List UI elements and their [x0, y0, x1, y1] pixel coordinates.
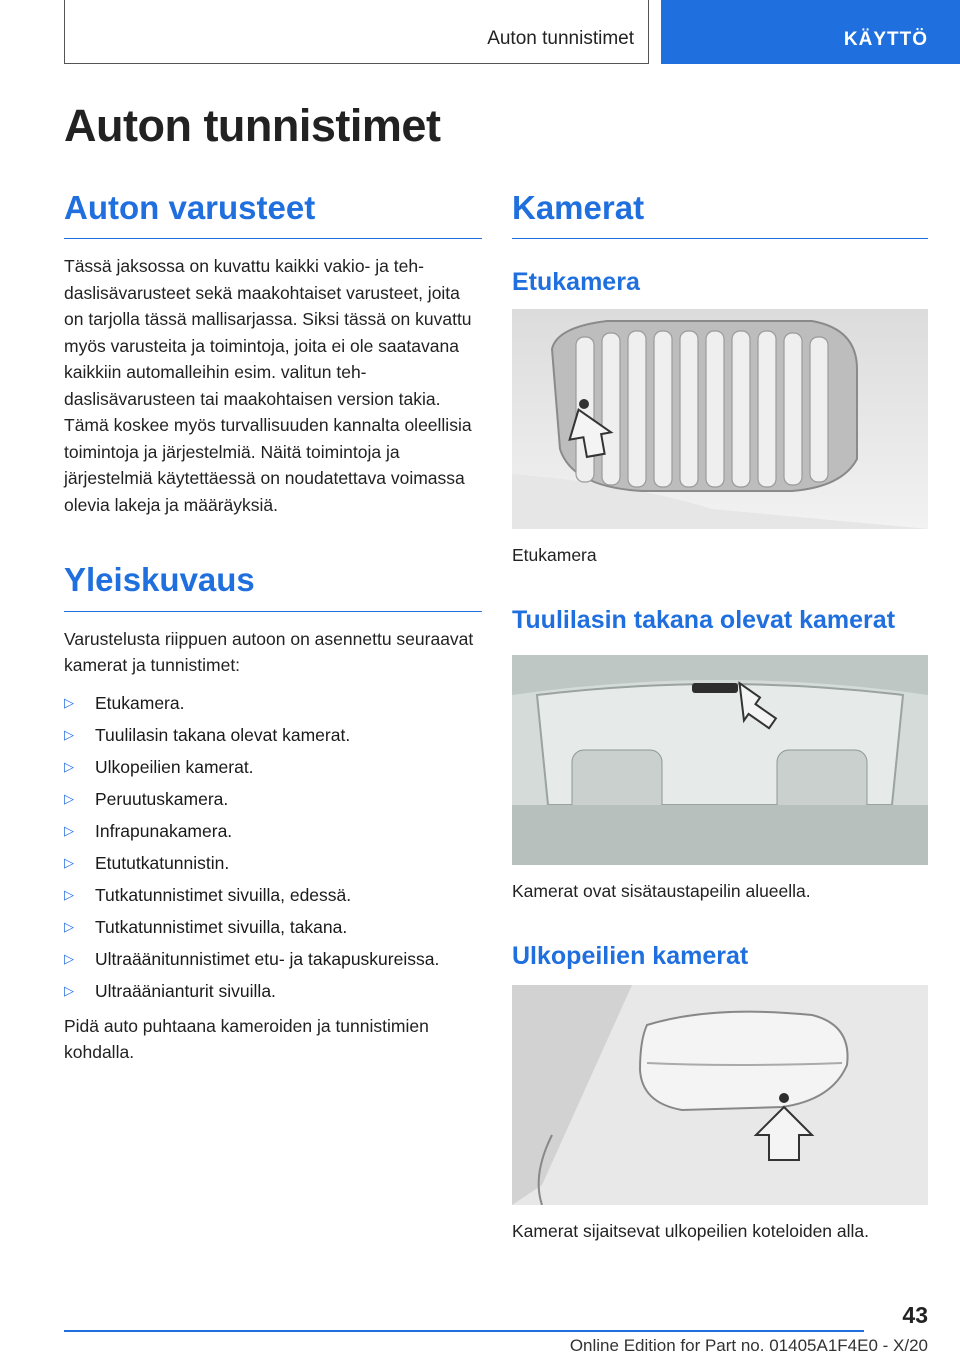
list-item: ▷ Tutkatunnistimet sivuilla, edessä.: [64, 879, 482, 911]
header-title: Auton tunnistimet: [487, 28, 634, 49]
triangle-right-icon: ▷: [64, 790, 74, 806]
list-item: ▷ Tutkatunnistimet sivuilla, takana.: [64, 911, 482, 943]
ulkopeilit-caption: Kamerat sijaitsevat ulkopeilien koteloiden alla.: [512, 1221, 870, 1242]
triangle-right-icon: ▷: [64, 950, 74, 966]
etukamera-caption: Etukamera: [512, 545, 597, 566]
windshield-camera-image: [512, 655, 928, 865]
triangle-right-icon: ▷: [64, 726, 74, 742]
header-title-box: [64, 0, 649, 64]
tuulilasi-caption: Kamerat ovat sisätaustapeilin alueella.: [512, 881, 811, 902]
list-item: ▷ Ultraäänitunnistimet etu- ja takapuskureissa.: [64, 943, 482, 975]
list-item: ▷ Ultraäänianturit sivuilla.: [64, 975, 482, 1007]
list-item: ▷ Tuulilasin takana olevat kamerat.: [64, 719, 482, 751]
varusteet-paragraph: Tässä jaksossa on kuvattu kaikki vakio- ja tehdaslisävarusteet sekä maakohtaiset varusteet, joita on tarjolla tässä mallisarjassa. Siksi tässä on kuvattu myös varusteita ja toimintoja, joita ei ole saatavana kaikkiin automalleihin esim. valitun tehdaslisävarusteen tai maakohtaisen version takia. Tämä koskee myös turvallisuuden kannalta oleellisia toimintoja ja järjestelmiä. Näitä toimintoja ja järjestelmiä käytettäessä on noudatettava voimassa olevia lakeja ja määräyksiä.: [64, 256, 472, 515]
triangle-right-icon: ▷: [64, 918, 74, 934]
list-item: ▷ Peruutuskamera.: [64, 783, 482, 815]
mirror-camera-image: [512, 985, 928, 1205]
triangle-right-icon: ▷: [64, 822, 74, 838]
list-item: ▷ Etututkatunnistin.: [64, 847, 482, 879]
outro-paragraph: Pidä auto puhtaana kameroiden ja tunnistimien kohdalla.: [64, 1015, 429, 1063]
triangle-right-icon: ▷: [64, 758, 74, 774]
heading-ulkopeilit: Ulkopeilien kamerat: [512, 942, 749, 971]
yleiskuvaus-intro: Varustelusta riippuen autoon on asennettu seuraavat kamerat ja tunnistimet:: [64, 628, 474, 676]
list-item: ▷ Infrapunakamera.: [64, 815, 482, 847]
triangle-right-icon: ▷: [64, 694, 74, 710]
right-column: [512, 190, 928, 1243]
left-column: [64, 190, 482, 1066]
front-camera-image: [512, 309, 928, 529]
footer-divider: [64, 1330, 864, 1332]
heading-auton-varusteet: Auton varusteet: [64, 190, 482, 239]
heading-tuulilasi: Tuulilasin takana olevat kamerat: [512, 606, 896, 635]
footer-edition: Online Edition for Part no. 01405A1F4E0 - X/20: [569, 1336, 928, 1355]
heading-kamerat: Kamerat: [512, 190, 928, 239]
header-section-tab[interactable]: [661, 0, 960, 64]
header-section-label: KÄYTTÖ: [843, 29, 928, 50]
triangle-right-icon: ▷: [64, 854, 74, 870]
page-title: Auton tunnistimet: [64, 100, 441, 151]
triangle-right-icon: ▷: [64, 982, 74, 998]
heading-etukamera: Etukamera: [512, 268, 640, 297]
heading-yleiskuvaus: Yleiskuvaus: [64, 562, 482, 611]
page-number: 43: [902, 1302, 928, 1328]
sensor-list: [64, 687, 482, 1007]
list-item: ▷ Ulkopeilien kamerat.: [64, 751, 482, 783]
list-item: ▷ Etukamera.: [64, 687, 482, 719]
triangle-right-icon: ▷: [64, 886, 74, 902]
